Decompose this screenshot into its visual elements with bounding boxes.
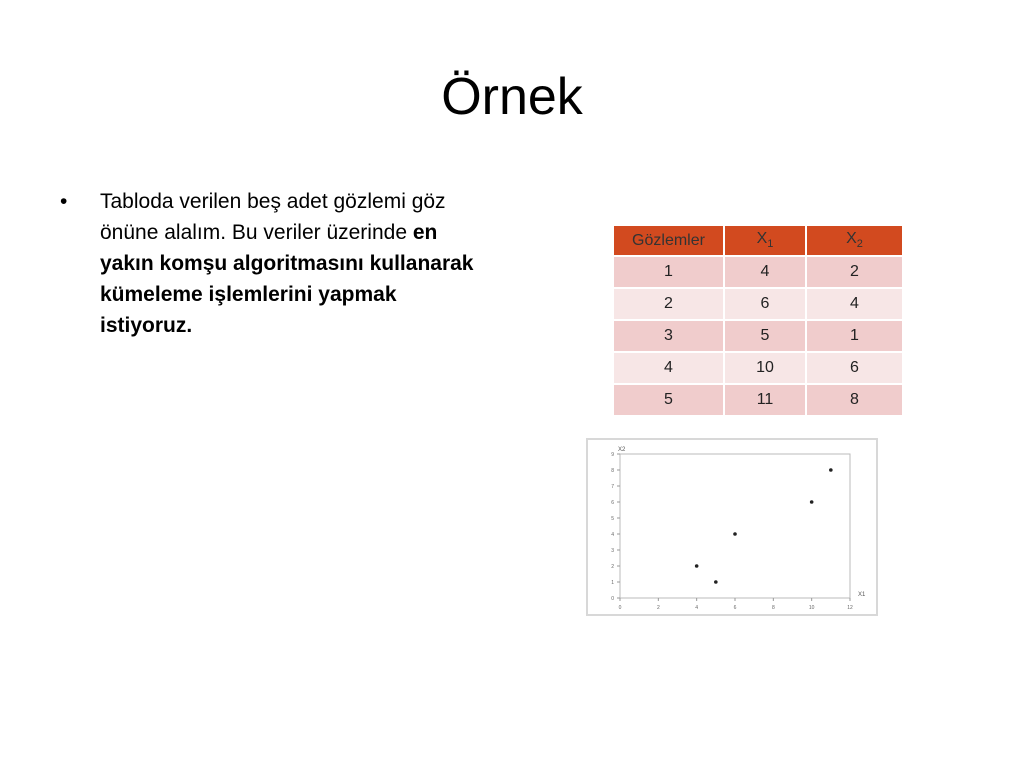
table-header-cell: Gözlemler <box>613 225 724 256</box>
table-cell: 4 <box>613 352 724 384</box>
x-tick-label: 4 <box>695 605 699 611</box>
table-header-cell: $X_2$ <box>806 225 903 256</box>
data-point <box>695 564 699 568</box>
slide-title: Örnek <box>441 68 583 126</box>
table-cell: 5 <box>724 320 806 352</box>
y-tick-label: 9 <box>611 452 614 458</box>
table-cell: 3 <box>613 320 724 352</box>
y-tick-label: 7 <box>611 484 614 490</box>
table-row <box>613 320 903 352</box>
y-tick-label: 3 <box>611 548 614 554</box>
x-tick-label: 10 <box>808 605 815 611</box>
x-axis-label: X1 <box>858 592 866 598</box>
table-cell: 4 <box>806 288 903 320</box>
bullet-text-bold: en yakın komşu algoritmasını kullanarak kümeleme işlemlerini yapmak istiyoruz. <box>100 221 474 337</box>
table-cell: 6 <box>724 288 806 320</box>
data-point <box>829 468 833 472</box>
table-row <box>613 256 903 288</box>
x-tick-label: 0 <box>618 605 622 611</box>
bullet-dot-icon: • <box>60 190 68 213</box>
x-tick-label: 2 <box>656 605 660 611</box>
table-cell: 8 <box>806 384 903 416</box>
observations-table <box>612 224 904 417</box>
y-tick-label: 5 <box>611 516 614 522</box>
table-cell: 2 <box>613 288 724 320</box>
bullet-item <box>60 186 480 341</box>
data-point <box>714 580 718 584</box>
data-point <box>733 532 737 536</box>
bullet-text-normal: Tabloda verilen beş adet gözlemi göz önüne alalım. Bu veriler üzerinde <box>100 190 446 244</box>
x-tick-label: 8 <box>771 605 775 611</box>
table-row <box>613 384 903 416</box>
x-tick-label: 6 <box>733 605 737 611</box>
table-cell: 11 <box>724 384 806 416</box>
table-header-row <box>613 225 903 256</box>
y-tick-label: 4 <box>611 532 614 538</box>
table-row <box>613 288 903 320</box>
table-cell: 10 <box>724 352 806 384</box>
table-cell: 5 <box>613 384 724 416</box>
x-tick-label: 12 <box>847 605 853 611</box>
table-cell: 4 <box>724 256 806 288</box>
scatter-plot-svg <box>588 440 876 614</box>
y-tick-label: 2 <box>611 564 614 570</box>
table-cell: 6 <box>806 352 903 384</box>
y-tick-label: 1 <box>611 580 614 586</box>
table-cell: 1 <box>613 256 724 288</box>
scatter-plot <box>586 438 878 616</box>
table-header-cell: $X_1$ <box>724 225 806 256</box>
y-tick-label: 8 <box>611 468 614 474</box>
table-cell: 1 <box>806 320 903 352</box>
table-row <box>613 352 903 384</box>
data-point <box>810 500 814 504</box>
y-tick-label: 0 <box>611 596 614 602</box>
plot-area-border <box>620 454 850 598</box>
table-cell: 2 <box>806 256 903 288</box>
y-axis-label: X2 <box>618 447 626 453</box>
y-tick-label: 6 <box>611 500 614 506</box>
bullet-text <box>100 186 480 341</box>
